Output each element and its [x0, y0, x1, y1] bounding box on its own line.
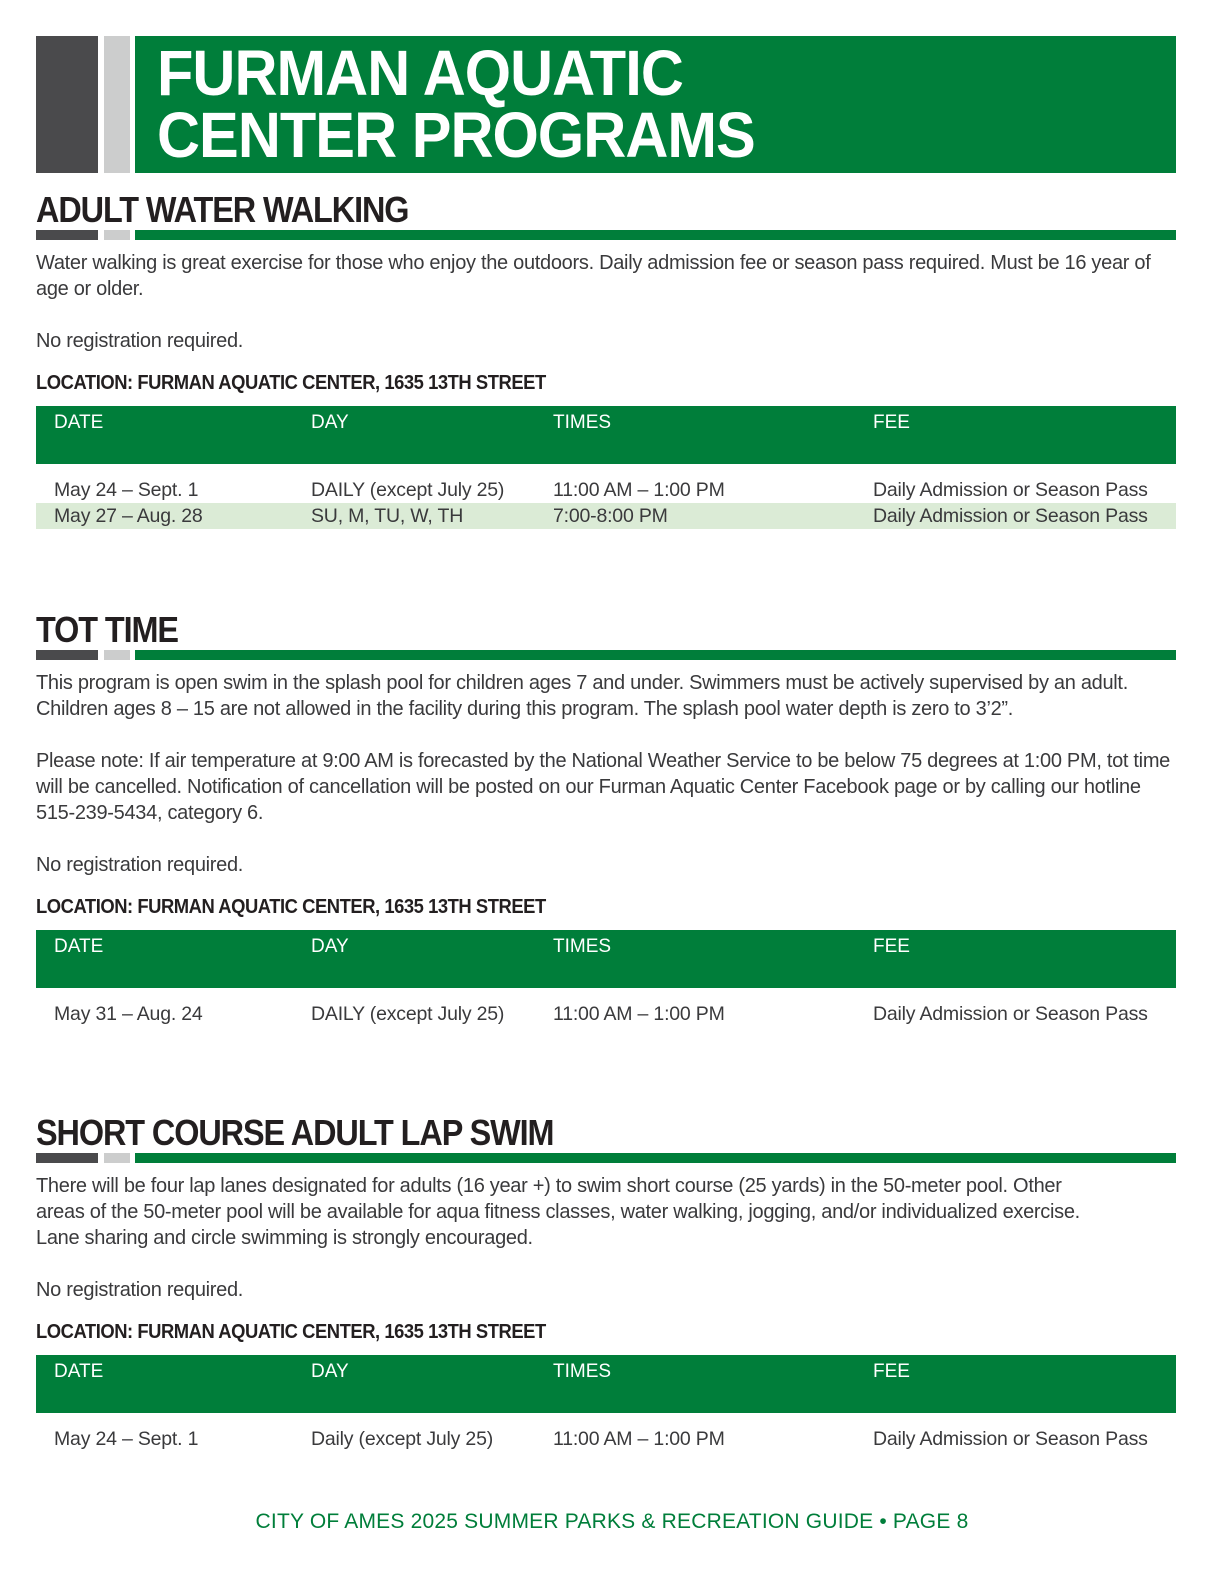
- header-times: TIMES: [553, 1361, 612, 1382]
- cell-day: Daily (except July 25): [311, 1428, 494, 1450]
- section-short-course-lap-swim: [36, 1113, 1176, 1452]
- cell-day: DAILY (except July 25): [311, 479, 505, 501]
- section-tot-time: [36, 610, 1176, 1027]
- registration-note: No registration required.: [36, 854, 244, 876]
- section-description: This program is open swim in the splash pool for children ages 7 and under. Swimmers must be actively supervised by an adult. Children ages 8 – 15 are not allowed in the facility during this program. The splash pool water depth is zero to 3’2”.: [36, 672, 1128, 720]
- cell-times: 11:00 AM – 1:00 PM: [553, 479, 725, 501]
- masthead-light-bar: [104, 36, 130, 173]
- location-label: LOCATION: FURMAN AQUATIC CENTER, 1635 13TH STREET: [36, 896, 546, 918]
- schedule-table: [36, 930, 1176, 1027]
- section-description: Water walking is great exercise for those who enjoy the outdoors. Daily admission fee or season pass required. Must be 16 year of age or older.: [36, 252, 1151, 300]
- header-fee: FEE: [873, 1361, 910, 1382]
- header-times: TIMES: [553, 412, 612, 433]
- table-row: [36, 503, 1176, 529]
- divider-dark-segment: [36, 1153, 98, 1163]
- cell-date: May 24 – Sept. 1: [54, 1428, 199, 1450]
- divider-light-segment: [104, 230, 130, 240]
- divider-dark-segment: [36, 650, 98, 660]
- divider-green-segment: [135, 1153, 1176, 1163]
- section-adult-water-walking: [36, 190, 1176, 529]
- header-day: DAY: [311, 412, 349, 433]
- page-title: [157, 37, 755, 171]
- page-masthead: [36, 36, 1176, 173]
- cell-fee: Daily Admission or Season Pass: [873, 505, 1148, 527]
- cell-day: SU, M, TU, W, TH: [311, 505, 464, 527]
- cell-fee: Daily Admission or Season Pass: [873, 479, 1148, 501]
- cell-fee: Daily Admission or Season Pass: [873, 1003, 1148, 1025]
- section-divider: [36, 650, 1176, 660]
- section-description: There will be four lap lanes designated for adults (16 year +) to swim short course (25 yards) in the 50-meter pool. Other areas of the 50-meter pool will be available for aqua fitness classes, water walking, jogging, and/or individualized exercise. Lane sharing and circle swimming is strongly encouraged.: [36, 1175, 1080, 1249]
- divider-green-segment: [135, 650, 1176, 660]
- divider-light-segment: [104, 1153, 130, 1163]
- table-row: [36, 1001, 1176, 1027]
- cell-fee: Daily Admission or Season Pass: [873, 1428, 1148, 1450]
- header-times: TIMES: [553, 936, 612, 957]
- header-fee: FEE: [873, 936, 910, 957]
- section-title: SHORT COURSE ADULT LAP SWIM: [36, 1112, 554, 1153]
- section-divider: [36, 230, 1176, 240]
- masthead-green-banner: [135, 36, 1176, 173]
- schedule-table: [36, 1355, 1176, 1452]
- cell-day: DAILY (except July 25): [311, 1003, 505, 1025]
- header-date: DATE: [54, 936, 104, 957]
- table-header: [36, 406, 1176, 464]
- table-header: [36, 1355, 1176, 1413]
- weather-note: Please note: If air temperature at 9:00 AM is forecasted by the National Weather Service to be below 75 degrees at 1:00 PM, tot time will be cancelled. Notification of cancellation will be posted on our Furman Aquatic Center Facebook page or by calling our hotline 515-239-5434, category 6.: [36, 750, 1171, 824]
- location-label: LOCATION: FURMAN AQUATIC CENTER, 1635 13TH STREET: [36, 372, 546, 394]
- cell-date: May 31 – Aug. 24: [54, 1003, 203, 1025]
- registration-note: No registration required.: [36, 1279, 244, 1301]
- divider-light-segment: [104, 650, 130, 660]
- section-title: ADULT WATER WALKING: [36, 189, 409, 230]
- cell-times: 11:00 AM – 1:00 PM: [553, 1003, 725, 1025]
- section-title: TOT TIME: [36, 609, 178, 650]
- divider-dark-segment: [36, 230, 98, 240]
- header-date: DATE: [54, 412, 104, 433]
- cell-date: May 24 – Sept. 1: [54, 479, 199, 501]
- header-fee: FEE: [873, 412, 910, 433]
- divider-green-segment: [135, 230, 1176, 240]
- cell-date: May 27 – Aug. 28: [54, 505, 203, 527]
- table-header: [36, 930, 1176, 988]
- registration-note: No registration required.: [36, 330, 244, 352]
- location-label: LOCATION: FURMAN AQUATIC CENTER, 1635 13TH STREET: [36, 1321, 546, 1343]
- page-title-line-2: CENTER PROGRAMS: [157, 99, 755, 171]
- page-footer: CITY OF AMES 2025 SUMMER PARKS & RECREATION GUIDE • PAGE 8: [255, 1510, 969, 1533]
- header-date: DATE: [54, 1361, 104, 1382]
- table-row: [36, 477, 1176, 503]
- cell-times: 7:00-8:00 PM: [553, 505, 668, 527]
- schedule-table: [36, 406, 1176, 529]
- header-day: DAY: [311, 1361, 349, 1382]
- cell-times: 11:00 AM – 1:00 PM: [553, 1428, 725, 1450]
- header-day: DAY: [311, 936, 349, 957]
- masthead-dark-bar: [36, 36, 98, 173]
- page-title-line-1: FURMAN AQUATIC: [157, 37, 683, 109]
- section-divider: [36, 1153, 1176, 1163]
- table-row: [36, 1426, 1176, 1452]
